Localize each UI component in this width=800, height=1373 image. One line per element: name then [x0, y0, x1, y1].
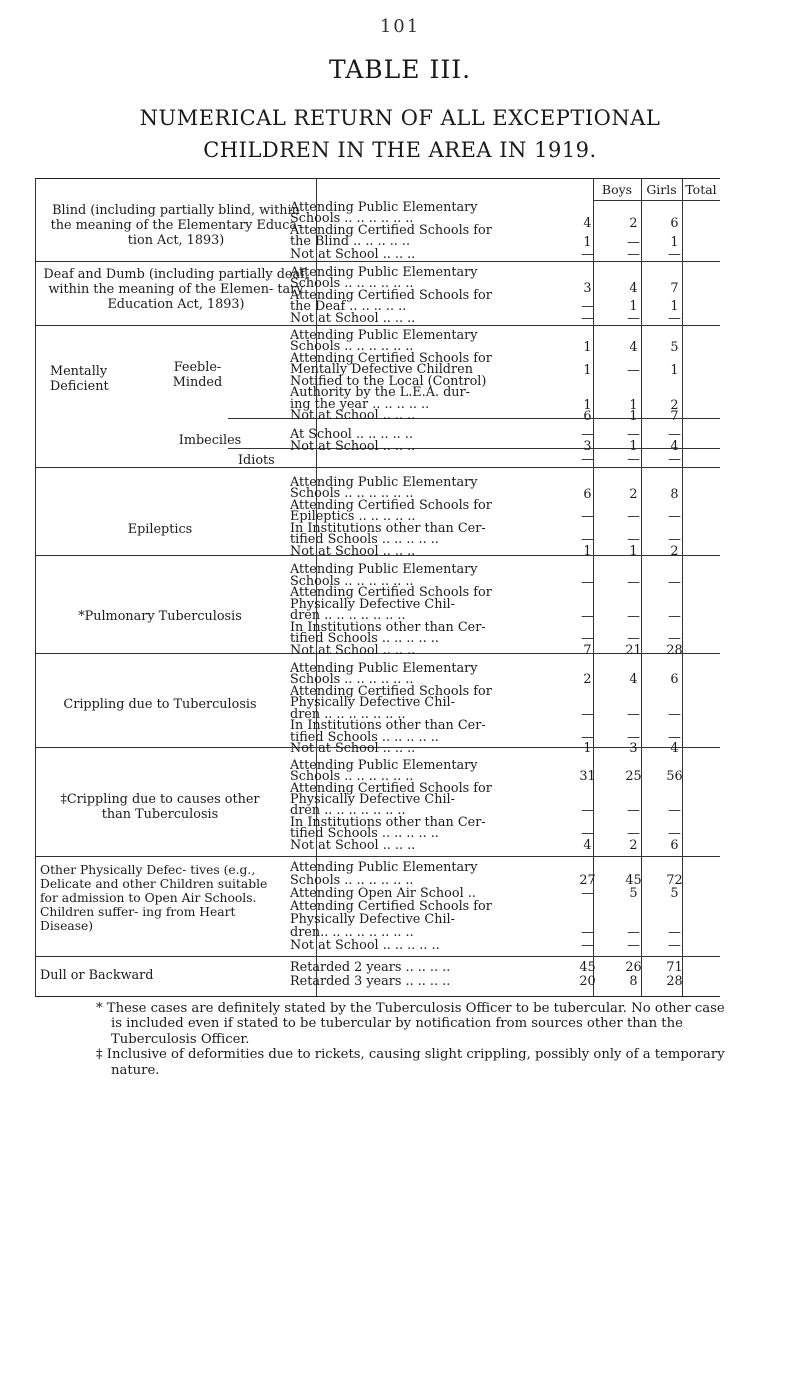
- value-boys: —: [581, 609, 594, 625]
- value-girls: —: [627, 826, 640, 842]
- value-boys: 2: [583, 672, 592, 688]
- footnote-tuberculosis: * These cases are definitely stated by the Tuberculosis Officer to be tubercular. No other case is included even if stated to be tubercular by notification from sources other than the Tuberculosis Officer.: [96, 1000, 725, 1047]
- value-boys: 3: [583, 438, 592, 454]
- value-girls: 1: [629, 543, 638, 559]
- value-girls: —: [627, 246, 640, 262]
- value-boys: 1: [583, 741, 592, 757]
- value-boys: 1: [583, 235, 592, 251]
- value-boys: 1: [583, 363, 592, 379]
- value-total: —: [668, 310, 681, 326]
- value-boys: —: [581, 937, 594, 953]
- value-total: —: [668, 451, 681, 467]
- value-boys: 27: [579, 872, 596, 888]
- desc-line: Physically Defective Chil-: [290, 597, 455, 612]
- value-boys: —: [581, 803, 594, 819]
- value-boys: —: [581, 451, 594, 467]
- desc-line: Not at School .. .. ..: [290, 643, 416, 658]
- value-total: 6: [670, 672, 679, 688]
- value-girls: —: [627, 729, 640, 745]
- desc-line: Not at School .. .. ..: [290, 838, 416, 853]
- column-header-girls: Girls: [646, 182, 677, 197]
- value-boys: 45: [579, 959, 596, 975]
- value-girls: 1: [629, 409, 638, 425]
- desc-line: Attending Public Elementary: [290, 758, 478, 773]
- value-girls: 2: [629, 216, 638, 232]
- row-label-crippling-other: ‡Crippling due to causes other than Tuberculosis: [60, 792, 260, 823]
- value-boys: 4: [583, 837, 592, 853]
- desc-line: tified Schools .. .. .. .. ..: [290, 632, 439, 647]
- value-girls: —: [627, 937, 640, 953]
- value-boys: 6: [583, 486, 592, 502]
- desc-line: Attending Certified Schools for: [290, 223, 492, 238]
- value-boys: 3: [583, 281, 592, 297]
- value-girls: 25: [625, 769, 642, 785]
- desc-line: Attending Certified Schools for: [290, 498, 492, 513]
- row-label-idiots: Idiots: [238, 452, 275, 468]
- footnotes: [96, 1001, 726, 1079]
- desc-line: Attending Certified Schools for: [290, 684, 492, 699]
- row-label-pulmonary-tuberculosis: *Pulmonary Tuberculosis: [78, 609, 242, 625]
- desc-line: Schools .. .. .. .. .. ..: [290, 212, 414, 227]
- value-girls: —: [627, 803, 640, 819]
- value-girls: 21: [625, 642, 642, 658]
- value-girls: 2: [629, 837, 638, 853]
- desc-line: Not at School .. .. ..: [290, 247, 416, 262]
- desc-line: Attending Certified Schools for: [290, 586, 492, 601]
- desc-line: dren .. .. .. .. .. .. ..: [290, 804, 406, 819]
- value-girls: —: [627, 509, 640, 525]
- desc-line: Attending Public Elementary: [290, 563, 478, 578]
- desc-line: Attending Public Elementary: [290, 265, 478, 280]
- row-label-dull-or-backward: Dull or Backward: [40, 967, 154, 983]
- value-girls: 4: [629, 340, 638, 356]
- desc-line: the Deaf .. .. .. .. ..: [290, 300, 407, 315]
- value-girls: —: [627, 609, 640, 625]
- value-girls: —: [627, 235, 640, 251]
- value-boys: —: [581, 532, 594, 548]
- desc-line: Schools .. .. .. .. .. ..: [290, 873, 414, 888]
- desc-line: Attending Public Elementary: [290, 475, 478, 490]
- desc-line: Schools .. .. .. .. .. ..: [290, 574, 414, 589]
- value-total: 72: [666, 872, 683, 888]
- desc-line: Retarded 3 years .. .. .. ..: [290, 974, 451, 989]
- value-total: 6: [670, 837, 679, 853]
- value-total: —: [668, 574, 681, 590]
- value-girls: —: [627, 363, 640, 379]
- value-total: 2: [670, 397, 679, 413]
- value-boys: —: [581, 885, 594, 901]
- value-girls: 4: [629, 672, 638, 688]
- value-girls: —: [627, 532, 640, 548]
- value-boys: 7: [583, 642, 592, 658]
- row-label-epileptics: Epileptics: [127, 521, 193, 537]
- desc-line: Attending Public Elementary: [290, 860, 478, 875]
- desc-line: Not at School .. .. ..: [290, 742, 416, 757]
- value-total: 5: [670, 885, 679, 901]
- desc-line: At School .. .. .. .. ..: [290, 428, 413, 443]
- desc-line: Epileptics .. .. .. .. ..: [290, 510, 416, 525]
- desc-line: Physically Defective Chil-: [290, 793, 455, 807]
- value-total: —: [668, 427, 681, 443]
- value-girls: 2: [629, 486, 638, 502]
- value-girls: —: [627, 310, 640, 326]
- value-girls: —: [627, 427, 640, 443]
- value-total: 2: [670, 543, 679, 559]
- desc-line: the Blind .. .. .. .. ..: [290, 235, 411, 250]
- value-total: 1: [670, 235, 679, 251]
- column-header-boys: Boys: [601, 182, 633, 197]
- page-number: 101: [379, 16, 421, 37]
- desc-line: Not at School .. .. .. .. ..: [290, 938, 440, 953]
- value-boys: —: [581, 427, 594, 443]
- desc-line: Not at School .. .. ..: [290, 409, 416, 424]
- row-label-mentally-deficient: Mentally Deficient: [50, 364, 109, 395]
- value-girls: —: [627, 706, 640, 722]
- value-boys: 31: [579, 769, 596, 785]
- value-boys: 1: [583, 397, 592, 413]
- row-label-other-physically-defective: Other Physically Defec- tives (e.g., Delicate and other Children suitable for admission to Open Air Schools. Children suffer- ing from Heart Disease): [40, 862, 268, 933]
- value-boys: 4: [583, 216, 592, 232]
- value-total: —: [668, 532, 681, 548]
- value-total: 28: [666, 642, 683, 658]
- value-girls: 1: [629, 299, 638, 315]
- column-header-total: Total: [685, 182, 717, 197]
- value-total: —: [668, 826, 681, 842]
- row-label-deaf: Deaf and Dumb (including partially deaf, within the meaning of the Elemen- tary Education Act, 1893): [43, 267, 309, 313]
- value-girls: 26: [625, 959, 642, 975]
- value-total: 6: [670, 216, 679, 232]
- value-boys: —: [581, 509, 594, 525]
- desc-line: In Institutions other than Cer-: [290, 620, 486, 635]
- value-total: 4: [670, 741, 679, 757]
- value-total: —: [668, 509, 681, 525]
- value-boys: —: [581, 574, 594, 590]
- subtitle-line-2: CHILDREN IN THE AREA IN 1919.: [203, 138, 597, 162]
- value-total: 1: [670, 363, 679, 379]
- desc-line: Notified to the Local (Control): [290, 374, 487, 389]
- value-boys: —: [581, 310, 594, 326]
- footnote-rickets: ‡ Inclusive of deformities due to rickets, causing slight crippling, possibly only of a temporary nature.: [96, 1047, 725, 1078]
- value-boys: 6: [583, 409, 592, 425]
- desc-line: Mentally Defective Children: [290, 363, 473, 378]
- desc-line: Attending Public Elementary: [290, 200, 478, 215]
- value-total: —: [668, 706, 681, 722]
- value-boys: 20: [579, 973, 596, 989]
- value-girls: —: [627, 924, 640, 940]
- desc-line: Not at School .. .. ..: [290, 311, 416, 326]
- value-boys: —: [581, 299, 594, 315]
- value-total: 28: [666, 973, 683, 989]
- desc-line: Attending Public Elementary: [290, 328, 478, 343]
- desc-line: Attending Certified Schools for: [290, 781, 492, 796]
- desc-line: Not at School .. .. ..: [290, 439, 416, 454]
- desc-line: Schools .. .. .. .. .. ..: [290, 277, 414, 292]
- value-total: 5: [670, 340, 679, 356]
- value-boys: —: [581, 729, 594, 745]
- table-title: TABLE III.: [328, 55, 472, 84]
- value-girls: 45: [625, 872, 642, 888]
- desc-line: tified Schools .. .. .. .. ..: [290, 730, 439, 745]
- desc-line: In Institutions other than Cer-: [290, 521, 486, 536]
- value-girls: 1: [629, 397, 638, 413]
- value-boys: 1: [583, 543, 592, 559]
- desc-line: Schools .. .. .. .. .. ..: [290, 673, 414, 688]
- value-girls: —: [627, 574, 640, 590]
- desc-line: Physically Defective Chil-: [290, 696, 455, 711]
- desc-line: dren.. .. .. .. .. .. .. ..: [290, 925, 414, 940]
- value-girls: 3: [629, 741, 638, 757]
- subtitle-line-1: NUMERICAL RETURN OF ALL EXCEPTIONAL: [139, 106, 661, 130]
- desc-line: Authority by the L.E.A. dur-: [290, 386, 470, 401]
- desc-line: Attending Open Air School ..: [290, 886, 476, 901]
- value-girls: 8: [629, 973, 638, 989]
- desc-line: In Institutions other than Cer-: [290, 815, 486, 830]
- desc-line: Schools .. .. .. .. .. ..: [290, 770, 414, 785]
- desc-line: Schools .. .. .. .. .. ..: [290, 487, 414, 502]
- value-girls: 5: [629, 885, 638, 901]
- desc-line: Attending Public Elementary: [290, 661, 478, 676]
- value-total: —: [668, 924, 681, 940]
- value-boys: —: [581, 924, 594, 940]
- value-total: 8: [670, 486, 679, 502]
- value-total: —: [668, 803, 681, 819]
- desc-line: dren .. .. .. .. .. .. ..: [290, 609, 406, 624]
- value-total: —: [668, 729, 681, 745]
- value-total: 56: [666, 769, 683, 785]
- value-boys: —: [581, 631, 594, 647]
- row-label-imbeciles: Imbeciles: [178, 433, 242, 449]
- row-label-blind: Blind (including partially blind, within the meaning of the Elementary Educa- tion Act, 1893): [50, 202, 302, 248]
- value-girls: —: [627, 631, 640, 647]
- desc-line: tified Schools .. .. .. .. ..: [290, 827, 439, 842]
- value-total: 71: [666, 959, 683, 975]
- desc-line: Not at School .. .. ..: [290, 544, 416, 559]
- value-girls: 1: [629, 438, 638, 454]
- value-boys: —: [581, 246, 594, 262]
- value-boys: —: [581, 826, 594, 842]
- desc-line: Schools .. .. .. .. .. ..: [290, 340, 414, 355]
- value-total: 7: [670, 281, 679, 297]
- value-girls: 4: [629, 281, 638, 297]
- desc-line: tified Schools .. .. .. .. ..: [290, 533, 439, 548]
- value-total: —: [668, 631, 681, 647]
- value-total: —: [668, 937, 681, 953]
- value-total: 7: [670, 409, 679, 425]
- desc-line: Physically Defective Chil-: [290, 912, 455, 927]
- value-boys: 1: [583, 340, 592, 356]
- desc-line: Retarded 2 years .. .. .. ..: [290, 960, 451, 975]
- desc-line: In Institutions other than Cer-: [290, 719, 486, 734]
- value-total: 1: [670, 299, 679, 315]
- value-girls: —: [627, 451, 640, 467]
- desc-line: Attending Certified Schools for: [290, 899, 492, 914]
- desc-line: Attending Certified Schools for: [290, 351, 492, 366]
- value-total: —: [668, 609, 681, 625]
- desc-line: dren .. .. .. .. .. .. ..: [290, 707, 406, 722]
- desc-line: Attending Certified Schools for: [290, 288, 492, 303]
- value-boys: —: [581, 706, 594, 722]
- row-label-crippling-tuberculosis: Crippling due to Tuberculosis: [63, 697, 257, 713]
- value-total: —: [668, 246, 681, 262]
- desc-line: ing the year .. .. .. .. ..: [290, 397, 430, 412]
- value-total: 4: [670, 438, 679, 454]
- row-label-feeble-minded: Feeble- Minded: [172, 360, 223, 391]
